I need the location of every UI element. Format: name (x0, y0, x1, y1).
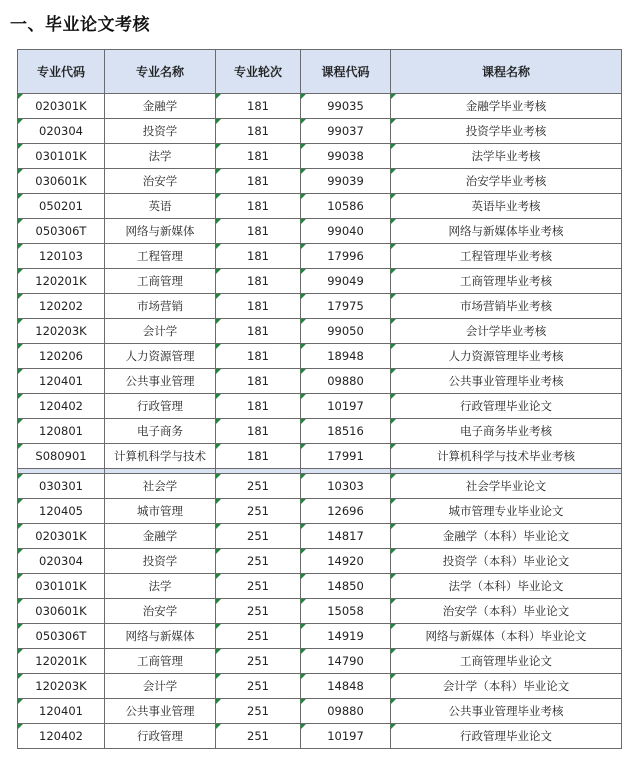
course-code-cell: 14848 (301, 674, 391, 699)
course-name-cell: 工商管理毕业考核 (391, 269, 622, 294)
major-code-cell: 050306T (18, 219, 105, 244)
course-name-cell: 治安学（本科）毕业论文 (391, 599, 622, 624)
course-code-cell: 15058 (301, 599, 391, 624)
major-code-cell: 120402 (18, 724, 105, 749)
major-name-cell: 行政管理 (105, 394, 216, 419)
major-code-cell: 120801 (18, 419, 105, 444)
table-row (18, 394, 622, 419)
major-round-cell: 181 (216, 244, 301, 269)
major-name-cell: 公共事业管理 (105, 369, 216, 394)
exam-table (17, 49, 622, 749)
header-course-code: 课程代码 (301, 50, 391, 94)
major-round-cell: 181 (216, 394, 301, 419)
course-code-cell: 99039 (301, 169, 391, 194)
major-round-cell: 251 (216, 499, 301, 524)
major-round-cell: 251 (216, 549, 301, 574)
major-name-cell: 工商管理 (105, 269, 216, 294)
major-code-cell: 020304 (18, 119, 105, 144)
course-name-cell: 公共事业管理毕业考核 (391, 699, 622, 724)
major-code-cell: 120202 (18, 294, 105, 319)
course-code-cell: 99050 (301, 319, 391, 344)
course-name-cell: 英语毕业考核 (391, 194, 622, 219)
table-row (18, 419, 622, 444)
section-title: 一、毕业论文考核 (10, 15, 150, 35)
major-code-cell: 120206 (18, 344, 105, 369)
table-row (18, 94, 622, 119)
major-code-cell: 020304 (18, 549, 105, 574)
course-name-cell: 投资学毕业考核 (391, 119, 622, 144)
table-row (18, 169, 622, 194)
course-name-cell: 金融学毕业考核 (391, 94, 622, 119)
table-body (18, 94, 622, 749)
table-row (18, 699, 622, 724)
header-row (18, 50, 622, 94)
major-code-cell: 120103 (18, 244, 105, 269)
major-name-cell: 会计学 (105, 674, 216, 699)
major-round-cell: 251 (216, 674, 301, 699)
course-name-cell: 会计学毕业考核 (391, 319, 622, 344)
course-code-cell: 10197 (301, 394, 391, 419)
major-round-cell: 181 (216, 294, 301, 319)
header-major-name: 专业名称 (105, 50, 216, 94)
course-name-cell: 投资学（本科）毕业论文 (391, 549, 622, 574)
course-code-cell: 12696 (301, 499, 391, 524)
header-major-code: 专业代码 (18, 50, 105, 94)
major-name-cell: 工程管理 (105, 244, 216, 269)
major-code-cell: 120203K (18, 319, 105, 344)
major-round-cell: 251 (216, 724, 301, 749)
major-round-cell: 251 (216, 474, 301, 499)
major-name-cell: 市场营销 (105, 294, 216, 319)
major-round-cell: 181 (216, 369, 301, 394)
major-name-cell: 会计学 (105, 319, 216, 344)
table-row (18, 524, 622, 549)
course-name-cell: 行政管理毕业论文 (391, 724, 622, 749)
major-code-cell: 120401 (18, 369, 105, 394)
major-name-cell: 公共事业管理 (105, 699, 216, 724)
table-row (18, 474, 622, 499)
table-row (18, 344, 622, 369)
table-row (18, 549, 622, 574)
major-name-cell: 投资学 (105, 119, 216, 144)
major-round-cell: 181 (216, 319, 301, 344)
course-name-cell: 人力资源管理毕业考核 (391, 344, 622, 369)
table-row (18, 294, 622, 319)
major-code-cell: 020301K (18, 94, 105, 119)
course-code-cell: 10303 (301, 474, 391, 499)
major-round-cell: 181 (216, 144, 301, 169)
table-row (18, 244, 622, 269)
major-name-cell: 金融学 (105, 94, 216, 119)
course-name-cell: 金融学（本科）毕业论文 (391, 524, 622, 549)
table-row (18, 194, 622, 219)
course-name-cell: 网络与新媒体（本科）毕业论文 (391, 624, 622, 649)
course-code-cell: 99040 (301, 219, 391, 244)
table-row (18, 574, 622, 599)
major-code-cell: S080901 (18, 444, 105, 469)
course-code-cell: 99035 (301, 94, 391, 119)
major-name-cell: 法学 (105, 574, 216, 599)
major-name-cell: 治安学 (105, 169, 216, 194)
course-name-cell: 工商管理毕业论文 (391, 649, 622, 674)
table-row (18, 649, 622, 674)
major-code-cell: 030101K (18, 574, 105, 599)
major-round-cell: 181 (216, 119, 301, 144)
major-code-cell: 120402 (18, 394, 105, 419)
major-code-cell: 030601K (18, 169, 105, 194)
major-name-cell: 计算机科学与技术 (105, 444, 216, 469)
major-code-cell: 030101K (18, 144, 105, 169)
table-row (18, 599, 622, 624)
major-round-cell: 181 (216, 194, 301, 219)
table-row (18, 144, 622, 169)
major-name-cell: 网络与新媒体 (105, 624, 216, 649)
major-code-cell: 120201K (18, 649, 105, 674)
major-name-cell: 社会学 (105, 474, 216, 499)
table-row (18, 219, 622, 244)
table-row (18, 674, 622, 699)
major-name-cell: 金融学 (105, 524, 216, 549)
course-name-cell: 城市管理专业毕业论文 (391, 499, 622, 524)
course-name-cell: 电子商务毕业考核 (391, 419, 622, 444)
major-name-cell: 投资学 (105, 549, 216, 574)
course-code-cell: 17991 (301, 444, 391, 469)
course-code-cell: 14790 (301, 649, 391, 674)
table-row (18, 444, 622, 469)
major-code-cell: 050201 (18, 194, 105, 219)
major-code-cell: 120203K (18, 674, 105, 699)
major-code-cell: 020301K (18, 524, 105, 549)
major-round-cell: 181 (216, 444, 301, 469)
course-code-cell: 09880 (301, 369, 391, 394)
major-code-cell: 120401 (18, 699, 105, 724)
major-code-cell: 120405 (18, 499, 105, 524)
major-code-cell: 120201K (18, 269, 105, 294)
course-code-cell: 17996 (301, 244, 391, 269)
course-code-cell: 18948 (301, 344, 391, 369)
course-name-cell: 法学毕业考核 (391, 144, 622, 169)
table-row (18, 624, 622, 649)
course-name-cell: 治安学毕业考核 (391, 169, 622, 194)
table-row (18, 319, 622, 344)
course-name-cell: 行政管理毕业论文 (391, 394, 622, 419)
major-round-cell: 181 (216, 419, 301, 444)
course-code-cell: 14817 (301, 524, 391, 549)
major-round-cell: 181 (216, 169, 301, 194)
course-code-cell: 14920 (301, 549, 391, 574)
course-name-cell: 法学（本科）毕业论文 (391, 574, 622, 599)
major-name-cell: 工商管理 (105, 649, 216, 674)
course-name-cell: 会计学（本科）毕业论文 (391, 674, 622, 699)
course-code-cell: 10586 (301, 194, 391, 219)
course-code-cell: 99049 (301, 269, 391, 294)
course-name-cell: 网络与新媒体毕业考核 (391, 219, 622, 244)
major-round-cell: 251 (216, 699, 301, 724)
major-round-cell: 251 (216, 524, 301, 549)
major-name-cell: 治安学 (105, 599, 216, 624)
major-round-cell: 251 (216, 574, 301, 599)
course-name-cell: 公共事业管理毕业考核 (391, 369, 622, 394)
major-round-cell: 181 (216, 269, 301, 294)
course-code-cell: 09880 (301, 699, 391, 724)
major-code-cell: 050306T (18, 624, 105, 649)
table-row (18, 119, 622, 144)
course-code-cell: 99037 (301, 119, 391, 144)
header-course-name: 课程名称 (391, 50, 622, 94)
course-name-cell: 工程管理毕业考核 (391, 244, 622, 269)
major-name-cell: 英语 (105, 194, 216, 219)
major-round-cell: 251 (216, 624, 301, 649)
major-round-cell: 181 (216, 219, 301, 244)
major-code-cell: 030601K (18, 599, 105, 624)
major-code-cell: 030301 (18, 474, 105, 499)
major-round-cell: 251 (216, 649, 301, 674)
table-row (18, 369, 622, 394)
major-name-cell: 人力资源管理 (105, 344, 216, 369)
course-code-cell: 17975 (301, 294, 391, 319)
major-name-cell: 网络与新媒体 (105, 219, 216, 244)
major-name-cell: 城市管理 (105, 499, 216, 524)
major-name-cell: 行政管理 (105, 724, 216, 749)
course-code-cell: 99038 (301, 144, 391, 169)
course-name-cell: 计算机科学与技术毕业考核 (391, 444, 622, 469)
major-name-cell: 法学 (105, 144, 216, 169)
course-code-cell: 10197 (301, 724, 391, 749)
course-name-cell: 市场营销毕业考核 (391, 294, 622, 319)
major-round-cell: 181 (216, 94, 301, 119)
course-code-cell: 14919 (301, 624, 391, 649)
course-name-cell: 社会学毕业论文 (391, 474, 622, 499)
header-major-round: 专业轮次 (216, 50, 301, 94)
major-name-cell: 电子商务 (105, 419, 216, 444)
major-round-cell: 251 (216, 599, 301, 624)
table-row (18, 499, 622, 524)
course-code-cell: 14850 (301, 574, 391, 599)
major-round-cell: 181 (216, 344, 301, 369)
table-row (18, 269, 622, 294)
course-code-cell: 18516 (301, 419, 391, 444)
table-row (18, 724, 622, 749)
